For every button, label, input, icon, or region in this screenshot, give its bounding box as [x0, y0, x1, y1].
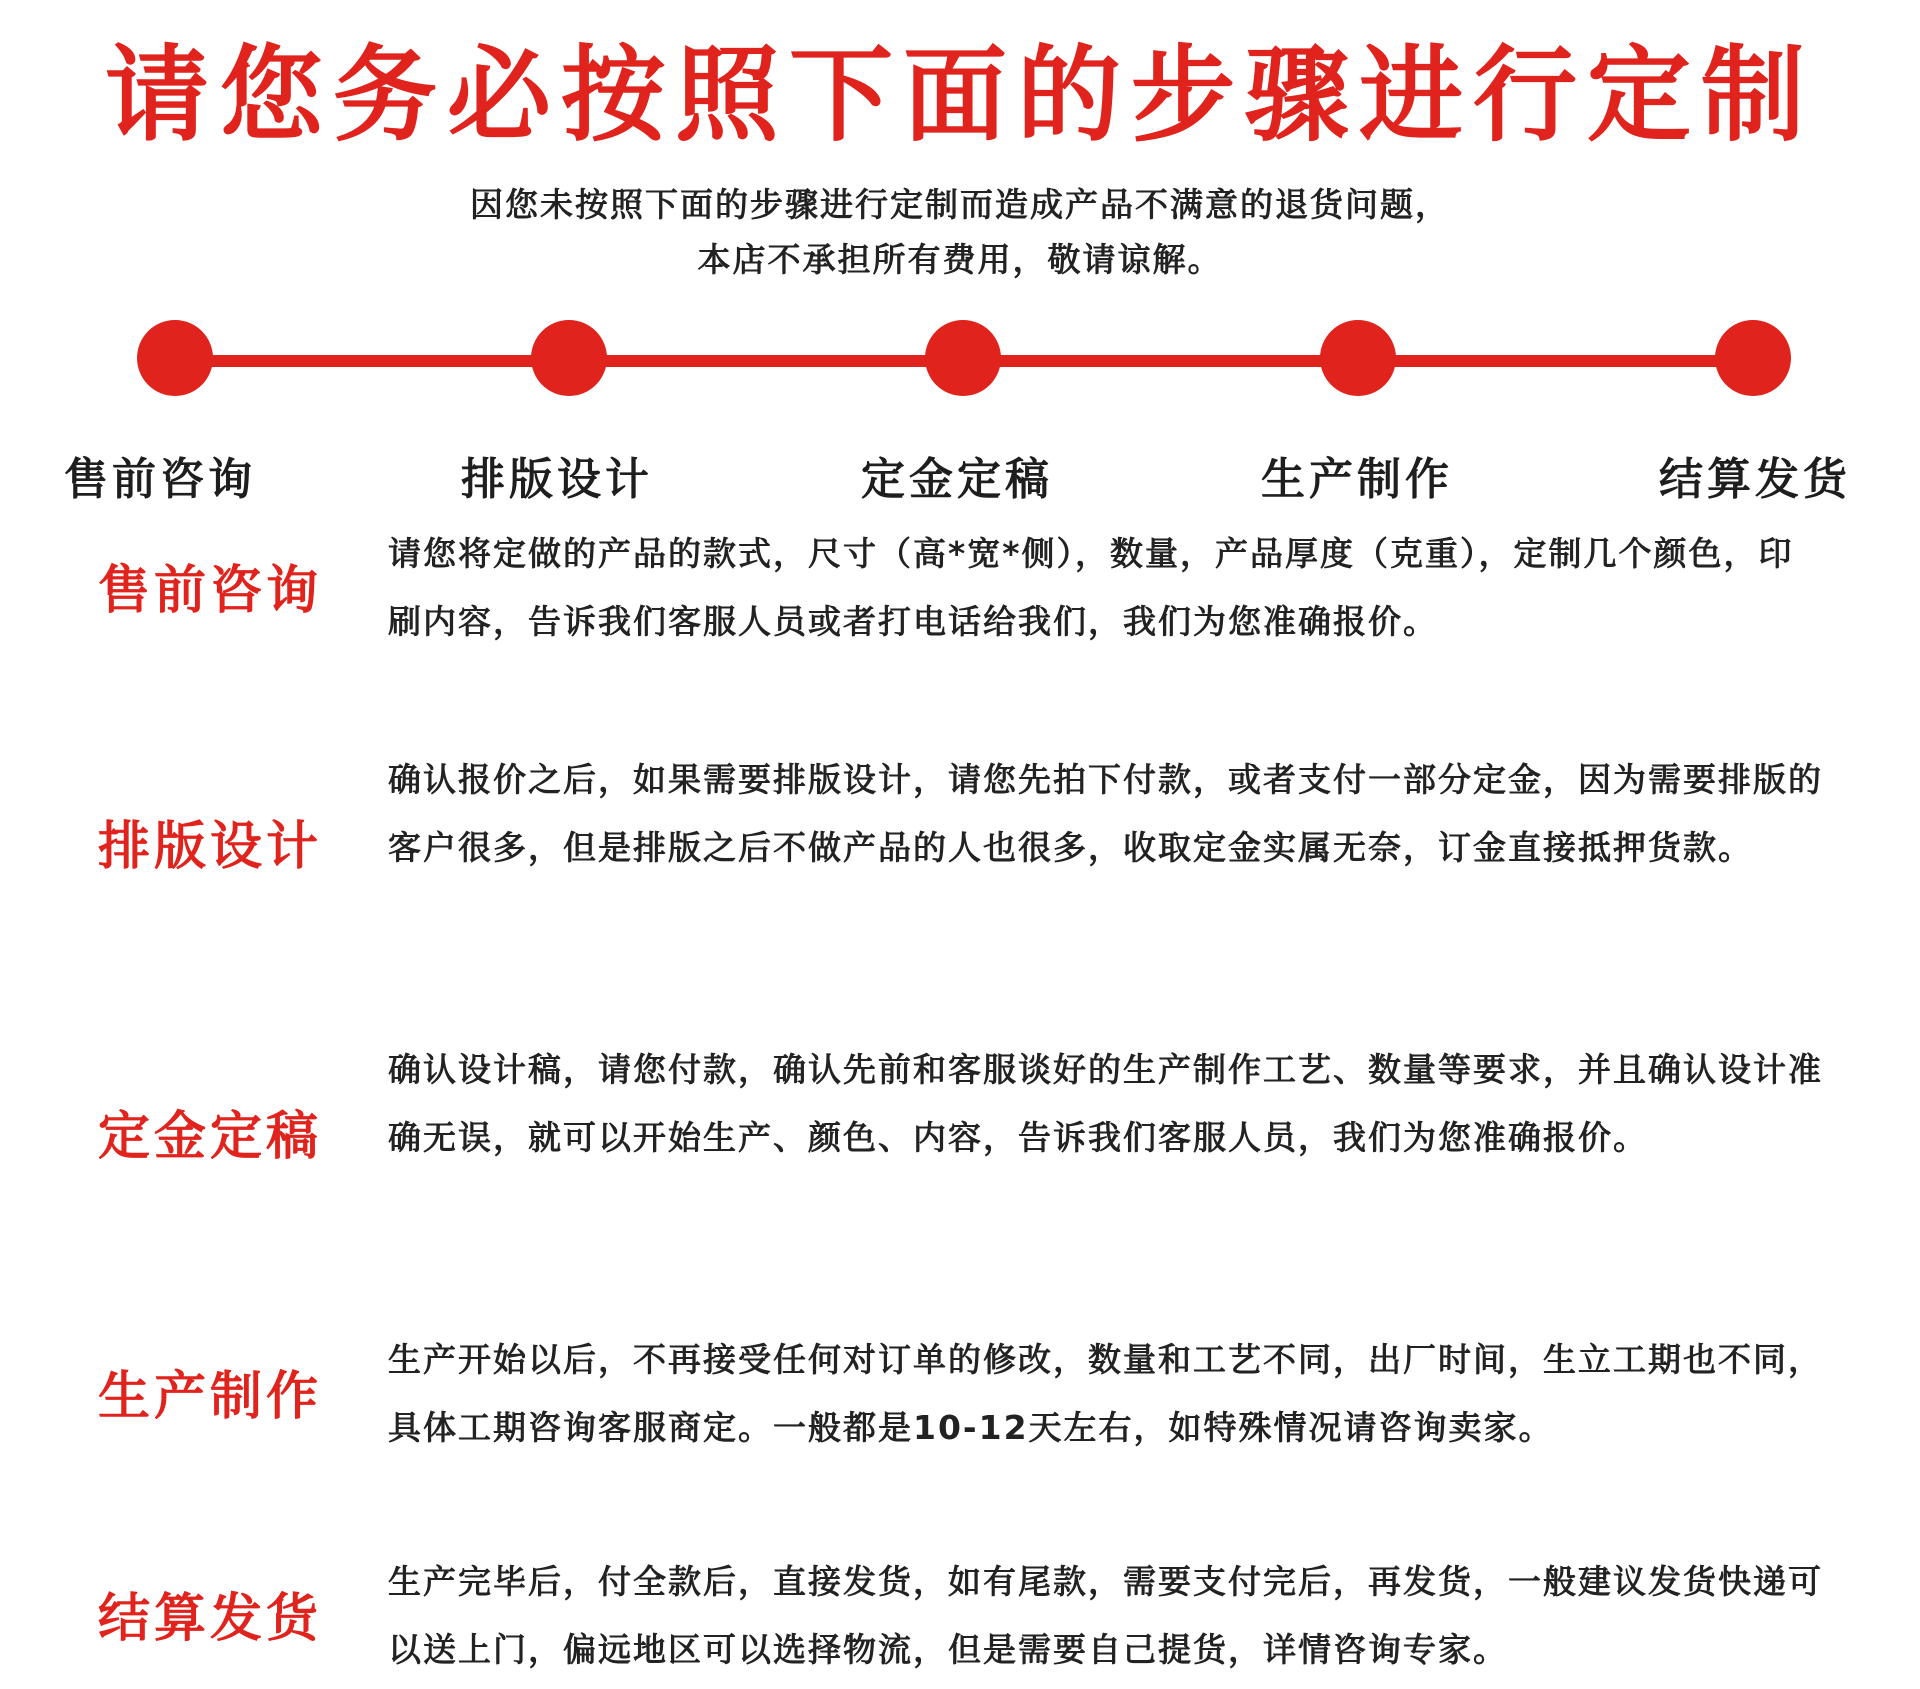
subtitle-line-2: 本店不承担所有费用，敬请谅解。	[697, 240, 1223, 279]
timeline-dot-2	[531, 320, 607, 396]
timeline-step-label-3: 定金定稿	[861, 454, 1053, 505]
section-text: 确认设计稿，请您付款，确认先前和客服谈好的生产制作工艺、数量等要求，并且确认设计准确无误，就可以开始生产、颜色、内容，告诉我们客服人员，我们为您准确报价。	[388, 1050, 1823, 1157]
page-title: 请您务必按照下面的步骤进行定制	[104, 34, 1815, 156]
section-text: 生产完毕后，付全款后，直接发货，如有尾款，需要支付完后，再发货，一般建议发货快递可以送上门，偏远地区可以选择物流，但是需要自己提货，详情咨询专家。	[388, 1562, 1823, 1669]
timeline-step-label-5: 结算发货	[1659, 454, 1851, 505]
timeline-dot-1	[137, 320, 213, 396]
timeline-step-label-2: 排版设计	[461, 454, 653, 505]
timeline-dot-3	[925, 320, 1001, 396]
section-title: 排版设计	[98, 817, 323, 877]
section-title: 结算发货	[98, 1589, 323, 1649]
section-text: 确认报价之后，如果需要排版设计，请您先拍下付款，或者支付一部分定金，因为需要排版的客户很多，但是排版之后不做产品的人也很多，收取定金实属无奈，订金直接抵押货款。	[388, 760, 1823, 867]
section-title: 定金定稿	[98, 1107, 323, 1167]
subtitle-line-1: 因您未按照下面的步骤进行定制而造成产品不满意的退货问题，	[470, 185, 1450, 224]
timeline-dot-5	[1715, 320, 1791, 396]
section-title: 生产制作	[98, 1367, 323, 1427]
section-text: 请您将定做的产品的款式，尺寸（高*宽*侧），数量，产品厚度（克重），定制几个颜色，印刷内容，告诉我们客服人员或者打电话给我们，我们为您准确报价。	[388, 534, 1794, 641]
section-text: 生产开始以后，不再接受任何对订单的修改，数量和工艺不同，出厂时间，生立工期也不同，具体工期咨询客服商定。一般都是10-12天左右，如特殊情况请咨询卖家。	[388, 1340, 1823, 1447]
timeline-step-label-1: 售前咨询	[64, 454, 256, 505]
process-timeline	[0, 320, 1920, 402]
timeline-dot-4	[1320, 320, 1396, 396]
timeline-step-label-4: 生产制作	[1261, 454, 1453, 505]
section-title: 售前咨询	[98, 561, 323, 621]
